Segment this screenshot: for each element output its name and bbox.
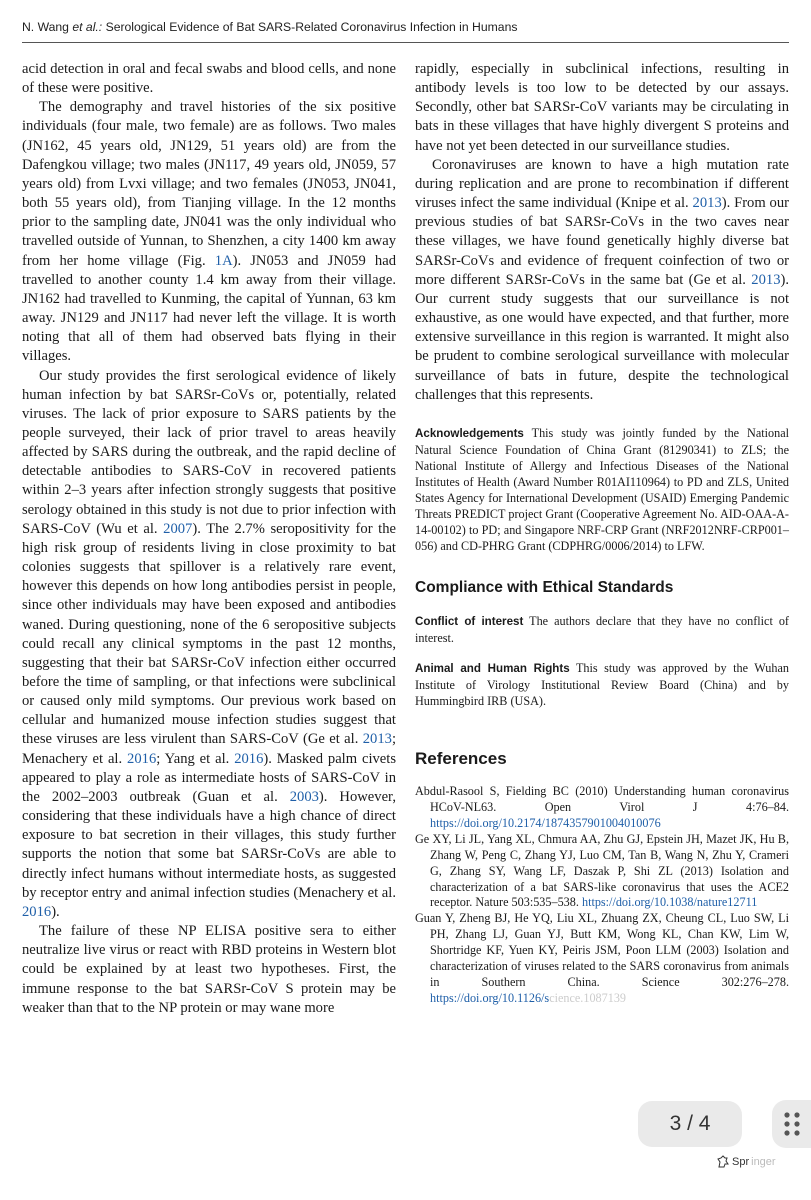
conflict-of-interest: Conflict of interest The authors declare that they have no conflict of interest. bbox=[415, 613, 789, 645]
citation-link[interactable]: 2007 bbox=[163, 520, 193, 537]
doi-link[interactable]: https://doi.org/10.1038/nature12711 bbox=[581, 895, 758, 910]
paragraph: The failure of these NP ELISA positive sera to either neutralize live virus or react with RBD proteins in Western blot could be explained by at least two hypotheses. First, the immune response to the bat SARSr-CoV S protein may be weaker than that to the NP protein or may wane more bbox=[22, 923, 396, 1016]
paragraph: Coronaviruses are known to have a high mutation rate during replication and are prone to recombination if different viruses infect the same individual (Knipe et al. 2013). From our previous studies of bat SARSr-CoVs in the two caves near these villages, we have found genetically highly diverse bat SARSr-CoVs and evidence of frequent coinfection of two or more different SARSr-CoVs in the same bat (Ge et al. 2013). Our current study suggests that our surveillance is not exhaustive, as one would have expected, and that further, more extensive surveillance in this region is warranted. It might also be prudent to combine serological surveillance with molecular surveillance of bats in future, despite the technological challenges that this represents. bbox=[415, 156, 790, 403]
paragraph: Our study provides the first serological evidence of likely human infection by bat SARSr-CoVs or, potentially, related viruses. The lack of prior exposure to SARS patients by the people surveyed, their lack of prior travel to areas heavily affected by SARS during the outbreak, and the rapid decline of detectable antibodies to SARS-CoV in recovered patients within 2–3 years after infection strongly suggests that positive serology obtained in this study is not due to prior infection with SARS-CoV (Wu et al. 2007). The 2.7% seropositivity for the high risk group of residents living in close proximity to bat colonies suggests that spillover is a relatively rare event, however this depends on how long antibodies persist in people, since other individuals may have been exposed and antibodies waned. During questioning, none of the 6 seropositive subjects could recall any clinical symptoms in the past 12 months, suggesting that their bat SARSr-CoV infection either occurred before the time of sampling, or that infections were subclinical or caused only mild symptoms. Our previous work based on cellular and humanized mouse infection studies suggest that these viruses are less virulent than SARS-CoV (Ge et al. 2013; Menachery et al. 2016; Yang et al. 2016). Masked palm civets appeared to play a role as intermediate hosts of SARS-CoV in the 2002–2003 outbreak (Guan et al. 2003). However, considering that these individuals have a high chance of direct exposure to bat secretion in their villages, this study further supports the notion that some bat SARSr-CoVs are able to directly infect humans without intermediate hosts, as suggested by receptor entry and animal infection studies (Menachery et al. 2016). bbox=[22, 367, 397, 920]
publisher-name-start: Spr bbox=[732, 1156, 750, 1168]
paragraph: rapidly, especially in subclinical infections, resulting in antibody levels is too low to be detected by our assays. Secondly, other bat SARSr-CoV variants may be circulating in bats in these villages that have highly divergent S proteins and have not yet been detected in our surveillance studies. bbox=[415, 61, 789, 154]
publisher-name-end: inger bbox=[751, 1156, 776, 1168]
header-title: Serological Evidence of Bat SARS-Related Coronavirus Infection in Humans bbox=[105, 20, 518, 34]
left-column bbox=[22, 60, 396, 1018]
ethics-heading: Compliance with Ethical Standards bbox=[415, 578, 674, 596]
citation-link[interactable]: 2003 bbox=[289, 788, 319, 805]
running-header bbox=[22, 20, 792, 34]
citation-link[interactable]: 2016 bbox=[127, 750, 157, 767]
paragraph: The demography and travel histories of the six positive individuals (four male, two female) are as follows. Two males (JN162, 45 years old, JN129, 51 years old) are from the Dafengkou village; two males (JN117, 49 years old, JN059, 57 years old) from Lvxi village; and two females (JN053, JN041, both 55 years old), from Tianjing village. In the 12 months prior to the sampling date, JN041 was the only individual who travelled outside of Yunnan, to Shenzhen, a city 1400 km away from her home village (Fig. 1A). JN053 and JN059 had travelled to another county 1.4 km away from their village. JN162 had travelled to Kunming, the capital of Yunnan, 63 km away. JN129 and JN117 had never left the village. It is worth noting that all of them had observed bats flying in their villages. bbox=[22, 99, 396, 365]
citation-link[interactable]: 2013 bbox=[362, 731, 392, 748]
figure-link[interactable]: 1A bbox=[214, 252, 233, 269]
references-heading: References bbox=[415, 748, 507, 768]
doi-link[interactable]: https://doi.org/10.1126/s bbox=[430, 990, 550, 1005]
paragraph: acid detection in oral and fecal swabs and blood cells, and none of these were positive. bbox=[22, 61, 396, 97]
acknowledgements: Acknowledgements This study was jointly funded by the National Natural Science Foundation of China Grant (81290341) to ZLS; the National Institute of Allergy and Infectious Diseases of the National Institutes of Health (Award Number R01AI110964) to PD and ZLS, United States Agency for International Development (USAID) Emerging Pandemic Threats PREDICT project Grant (Cooperative Agreement No. AID-OAA-A-14-00102) to PD; and Singapore NRF-CRP Grant (NRF2012NRF-CRP001–056) and CD-PHRG Grant (CDPHRG/0006/2014) to LFW. bbox=[415, 425, 789, 553]
reference-item: Ge XY, Li JL, Yang XL, Chmura AA, Zhu GJ, Epstein JH, Mazet JK, Hu B, Zhang W, Peng C, Zhang YJ, Luo CM, Tan B, Wang N, Zhu Y, Crameri G, Zhang SY, Wang LF, Daszak P, Shi ZL (2013) Isolation and characterization of a bat SARS-like coronavirus that uses the ACE2 receptor. Nature 503:535–538. https://doi.org/10.1038/nature12711 bbox=[415, 831, 789, 910]
viewer-menu-button[interactable] bbox=[772, 1100, 811, 1148]
acknowledgements-label: Acknowledgements bbox=[415, 426, 524, 440]
header-etal: et al.: bbox=[72, 20, 103, 34]
animal-human-rights: Animal and Human Rights This study was approved by the Wuhan Institute of Virology Institutional Review Board (China) and by Hummingbird IRB (USA). bbox=[415, 660, 789, 708]
citation-link[interactable]: 2016 bbox=[234, 750, 264, 767]
reference-item: Abdul-Rasool S, Fielding BC (2010) Understanding human coronavirus HCoV-NL63. Open Virol J 4:76–84. https://doi.org/10.2174/1874357901004010076 bbox=[415, 784, 789, 830]
page-indicator[interactable]: 3 / 4 bbox=[638, 1101, 742, 1147]
citation-link[interactable]: 2013 bbox=[692, 195, 722, 212]
reference-item: Guan Y, Zheng BJ, He YQ, Liu XL, Zhuang ZX, Cheung CL, Luo SW, Li PH, Zhang LJ, Guan YJ, Butt KM, Wong KL, Chan KW, Lim W, Shortridge KF, Yuen KY, Peiris JSM, Poon LLM (2003) Isolation and characterization of viruses related to the SARS coronavirus from animals in Southern China. Science 302:276–278. https://doi.org/10.1126/science.1087139 bbox=[415, 911, 789, 1005]
publisher-logo bbox=[716, 1155, 776, 1169]
springer-horse-icon bbox=[716, 1155, 730, 1169]
header-rule bbox=[22, 42, 789, 43]
right-column bbox=[415, 60, 789, 1007]
citation-link[interactable]: 2016 bbox=[22, 903, 52, 920]
citation-link[interactable]: 2013 bbox=[751, 271, 781, 288]
header-authors: N. Wang bbox=[22, 20, 69, 34]
grid-dots-icon bbox=[782, 1110, 806, 1140]
doi-link[interactable]: https://doi.org/10.2174/1874357901004010076 bbox=[430, 815, 661, 830]
